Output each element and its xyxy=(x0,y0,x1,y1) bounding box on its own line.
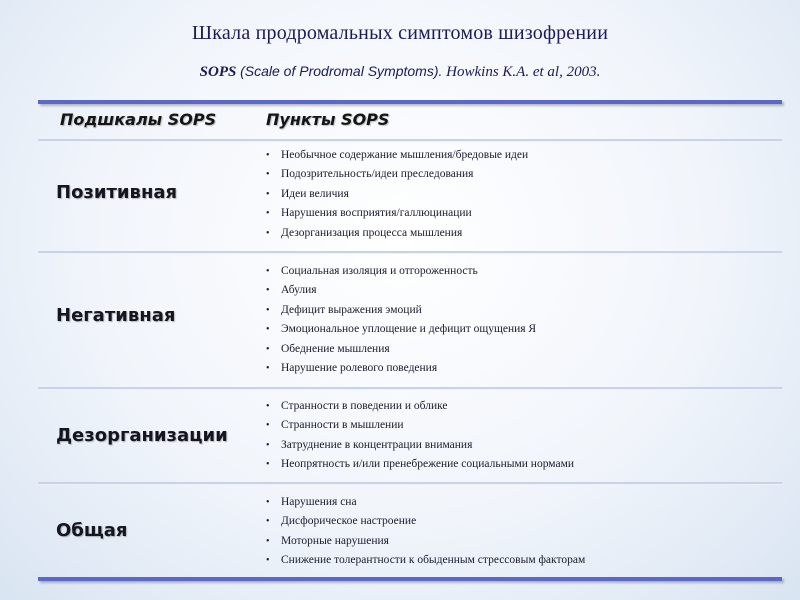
header-divider xyxy=(38,139,782,142)
subtitle-reference: Howkins K.A. et al, 2003. xyxy=(446,64,601,80)
list-item: • Дисфорическое настроение xyxy=(262,512,782,531)
table-top-rule xyxy=(38,100,782,104)
list-item: • Нарушения восприятия/галлюцинации xyxy=(262,204,782,223)
list-item: • Дезорганизация процесса мышления xyxy=(262,224,782,243)
list-item: • Обеднение мышления xyxy=(262,340,782,359)
page-title: Шкала продромальных симптомов шизофрении xyxy=(191,22,609,44)
subtitle-full-name: (Scale of Prodromal Symptoms). xyxy=(240,63,443,79)
table-bottom-rule xyxy=(38,577,782,581)
subscale-positive: Позитивная xyxy=(56,182,178,203)
column-header-items: Пункты SOPS xyxy=(266,110,390,129)
list-item: • Подозрительность/идеи преследования xyxy=(262,165,782,184)
list-item: • Нарушения сна xyxy=(262,493,782,512)
subtitle-abbreviation: SOPS xyxy=(199,64,237,80)
items-negative xyxy=(262,262,782,378)
row-divider xyxy=(38,482,782,485)
items-positive xyxy=(262,146,782,243)
subscale-negative: Негативная xyxy=(56,305,176,326)
list-item: • Эмоциональное уплощение и дефицит ощущения Я xyxy=(262,320,782,339)
list-item: • Снижение толерантности к обыденным стрессовым факторам xyxy=(262,551,782,570)
list-item: • Дефицит выражения эмоций xyxy=(262,301,782,320)
list-item: • Неопрятность и/или пренебрежение социальными нормами xyxy=(262,455,782,474)
subscale-disorganization: Дезорганизации xyxy=(56,425,228,446)
list-item: • Нарушение ролевого поведения xyxy=(262,359,782,378)
row-divider xyxy=(38,251,782,254)
list-item: • Идеи величия xyxy=(262,185,782,204)
list-item: • Странности в поведении и облике xyxy=(262,397,782,416)
list-item: • Абулия xyxy=(262,281,782,300)
list-item: • Социальная изоляция и отгороженность xyxy=(262,262,782,281)
list-item: • Затруднение в концентрации внимания xyxy=(262,436,782,455)
subscale-general: Общая xyxy=(56,520,128,541)
items-general xyxy=(262,493,782,571)
items-disorganization xyxy=(262,397,782,475)
page-subtitle xyxy=(0,63,800,81)
column-header-subscales: Подшкалы SOPS xyxy=(60,110,217,129)
list-item: • Странности в мышлении xyxy=(262,416,782,435)
list-item: • Моторные нарушения xyxy=(262,532,782,551)
list-item: • Необычное содержание мышления/бредовые идеи xyxy=(262,146,782,165)
row-divider xyxy=(38,387,782,390)
